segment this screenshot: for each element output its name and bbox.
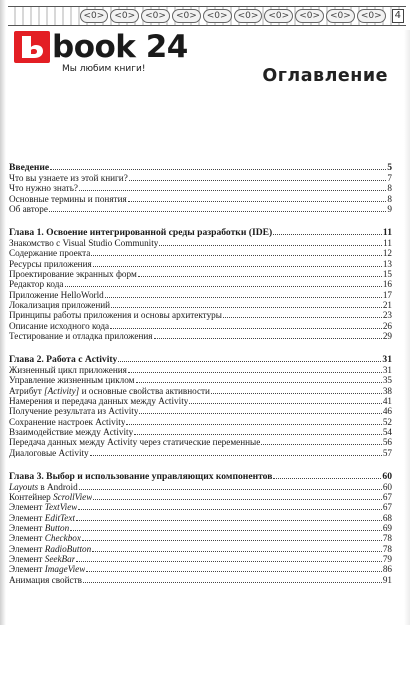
toc-entry bbox=[9, 554, 392, 564]
toc-leader-dots bbox=[273, 227, 382, 235]
toc-entry-title: Ресурсы приложения bbox=[9, 258, 92, 269]
toc-entry bbox=[9, 417, 392, 427]
toc-page-number: 69 bbox=[382, 523, 392, 534]
toc-entry bbox=[9, 321, 392, 331]
toc-page-number: 91 bbox=[382, 574, 392, 585]
ornament-glyph: <0> bbox=[172, 9, 201, 23]
toc-section bbox=[9, 227, 392, 341]
ornament-glyph: <0> bbox=[357, 9, 386, 23]
toc-entry bbox=[9, 279, 392, 289]
toc-leader-dots bbox=[154, 331, 382, 339]
toc-leader-dots bbox=[159, 238, 382, 246]
toc-leader-dots bbox=[86, 564, 381, 572]
toc-entry-term: ImageView bbox=[44, 564, 86, 575]
toc-section bbox=[9, 354, 392, 458]
toc-leader-dots bbox=[261, 437, 382, 445]
toc-section bbox=[9, 162, 392, 214]
toc-page-number: 17 bbox=[382, 289, 392, 300]
toc-entry-title: Жизненный цикл приложения bbox=[9, 365, 127, 376]
toc-entry-suffix: и основные свойства активности bbox=[79, 385, 210, 396]
toc-leader-dots bbox=[76, 513, 382, 521]
toc-entry-term: RadioButton bbox=[44, 543, 92, 554]
ornament-glyph: <0> bbox=[234, 9, 263, 23]
ornament-glyph: <0> bbox=[110, 9, 139, 23]
toc-entry bbox=[9, 575, 392, 585]
toc-entry bbox=[9, 290, 392, 300]
toc-leader-dots bbox=[110, 321, 382, 329]
toc-entry bbox=[9, 300, 392, 310]
toc-entry-term: Button bbox=[44, 523, 70, 534]
toc-page-number: 11 bbox=[382, 227, 392, 239]
toc-entry-prefix: Атрибут bbox=[9, 385, 45, 396]
toc-leader-dots bbox=[93, 492, 381, 500]
toc-leader-dots bbox=[79, 482, 382, 490]
ornament-glyph: <0> bbox=[326, 9, 355, 23]
toc-leader-dots bbox=[138, 269, 382, 277]
logo-wordmark: book 24 bbox=[52, 29, 188, 65]
toc-entry-title bbox=[9, 544, 91, 554]
toc-entry bbox=[9, 248, 392, 258]
toc-entry bbox=[9, 386, 392, 396]
toc-entry-prefix: Элемент bbox=[9, 533, 45, 544]
toc-entry-title: Знакомство с Visual Studio Community bbox=[9, 238, 159, 249]
toc-entry-title: Анимация свойств bbox=[9, 574, 82, 585]
toc-entry bbox=[9, 194, 392, 204]
toc-page-number: 26 bbox=[382, 320, 392, 331]
toc-leader-dots bbox=[50, 162, 386, 170]
toc-entry-title: Сохранение настроек Activity bbox=[9, 416, 126, 427]
toc-page-number: 8 bbox=[387, 193, 392, 204]
toc-page-number: 13 bbox=[382, 258, 392, 269]
toc-entry-term: ScrollView bbox=[53, 492, 93, 503]
page-number-mark: 4 bbox=[392, 9, 404, 23]
toc-page-number: 41 bbox=[382, 396, 392, 407]
toc-leader-dots bbox=[79, 183, 386, 191]
toc-page-number: 15 bbox=[382, 269, 392, 280]
toc-entry-title: Проектирование экранных форм bbox=[9, 269, 137, 280]
logo-tagline: Мы любим книги! bbox=[62, 64, 146, 74]
toc-chapter-title: Глава 2. Работа с Activity bbox=[9, 354, 118, 366]
header-ornament-band bbox=[8, 6, 406, 26]
toc-page-number: 86 bbox=[382, 564, 392, 575]
book-logo-icon bbox=[14, 31, 50, 63]
toc-entry-title bbox=[9, 502, 77, 512]
toc-page-number: 57 bbox=[382, 447, 392, 458]
ornament-glyph: <0> bbox=[203, 9, 232, 23]
toc-leader-dots bbox=[90, 448, 382, 456]
toc-page-number: 60 bbox=[382, 470, 392, 482]
toc-leader-dots bbox=[136, 375, 382, 383]
toc-entry bbox=[9, 375, 392, 385]
toc-page-number: 16 bbox=[382, 279, 392, 290]
toc-leader-dots bbox=[83, 575, 382, 583]
toc-entry bbox=[9, 482, 392, 492]
toc-page-number: 52 bbox=[382, 416, 392, 427]
toc-entry-title: Что нужно знать? bbox=[9, 183, 78, 194]
toc-page-number: 21 bbox=[382, 299, 392, 310]
toc-page-number: 31 bbox=[382, 365, 392, 376]
toc-entry-term: Layouts bbox=[9, 481, 39, 492]
toc-page-number: 46 bbox=[382, 406, 392, 417]
toc-entry-title: Описание исходного кода bbox=[9, 320, 110, 331]
toc-entry-prefix: Элемент bbox=[9, 512, 45, 523]
toc-page-number: 54 bbox=[382, 426, 392, 437]
toc-page-number: 68 bbox=[382, 512, 392, 523]
toc-entry bbox=[9, 310, 392, 320]
toc-entry bbox=[9, 331, 392, 341]
toc-leader-dots bbox=[139, 406, 381, 414]
toc-entry bbox=[9, 183, 392, 193]
scan-edge bbox=[0, 0, 6, 685]
toc-entry-title: Содержание проекта bbox=[9, 248, 91, 259]
toc-entry bbox=[9, 448, 392, 458]
toc-leader-dots bbox=[105, 290, 382, 298]
toc-entry-title bbox=[9, 482, 78, 492]
toc-entry-title bbox=[9, 492, 92, 502]
toc-entry-title: Что вы узнаете из этой книги? bbox=[9, 173, 128, 183]
ornament-glyph: <0> bbox=[264, 9, 293, 23]
toc-page-number: 78 bbox=[382, 533, 392, 544]
toc-page-number: 60 bbox=[382, 481, 392, 492]
toc-entry-title: Редактор кода bbox=[9, 279, 64, 290]
toc-leader-dots bbox=[134, 427, 382, 435]
toc-entry-title: Передача данных между Activity через статические переменные bbox=[9, 437, 261, 448]
toc-entry bbox=[9, 544, 392, 554]
toc-entry-title: Основные термины и понятия bbox=[9, 193, 127, 204]
toc-entry-term: SeekBar bbox=[44, 553, 76, 564]
book24-logo[interactable] bbox=[12, 28, 188, 78]
ornament-glyph: <0> bbox=[295, 9, 324, 23]
toc-entry-title bbox=[9, 564, 85, 574]
toc-entry-title: Диалоговые Activity bbox=[9, 447, 89, 458]
page-bottom-margin bbox=[0, 625, 410, 685]
toc-chapter bbox=[9, 471, 392, 482]
toc-entry bbox=[9, 238, 392, 248]
toc-entry-title: Взаимодействие между Activity bbox=[9, 426, 134, 437]
toc-leader-dots bbox=[211, 386, 382, 394]
toc-page-number: 35 bbox=[382, 375, 392, 386]
toc-chapter bbox=[9, 162, 392, 173]
toc-entry-title: Получение результата из Activity bbox=[9, 406, 139, 417]
ornament-glyph: <0> bbox=[141, 9, 170, 23]
toc-leader-dots bbox=[129, 173, 387, 181]
toc-entry bbox=[9, 427, 392, 437]
toc-entry bbox=[9, 396, 392, 406]
toc-chapter bbox=[9, 227, 392, 238]
toc-entry-title bbox=[9, 386, 210, 396]
toc-page-number: 8 bbox=[387, 183, 392, 194]
toc-chapter-title: Глава 3. Выбор и использование управляющих компонентов bbox=[9, 470, 273, 482]
toc-leader-dots bbox=[93, 259, 382, 267]
toc-page-number: 78 bbox=[382, 543, 392, 554]
toc-page-number: 67 bbox=[382, 492, 392, 503]
toc-leader-dots bbox=[189, 396, 381, 404]
toc-chapter bbox=[9, 354, 392, 365]
toc-entry-title: Приложение HelloWorld bbox=[9, 289, 104, 300]
toc-entry-title: Локализация приложений bbox=[9, 299, 111, 310]
toc-leader-dots bbox=[128, 194, 387, 202]
table-of-contents bbox=[9, 162, 392, 598]
toc-entry bbox=[9, 406, 392, 416]
toc-entry bbox=[9, 533, 392, 543]
toc-page-number: 23 bbox=[382, 310, 392, 321]
toc-leader-dots bbox=[92, 544, 382, 552]
toc-chapter-title: Введение bbox=[9, 162, 50, 173]
toc-entry-prefix: Элемент bbox=[9, 523, 45, 534]
toc-entry bbox=[9, 513, 392, 523]
toc-entry-term: [Activity] bbox=[44, 385, 80, 396]
toc-page-number: 56 bbox=[382, 437, 392, 448]
toc-entry bbox=[9, 523, 392, 533]
toc-leader-dots bbox=[91, 248, 382, 256]
toc-entry bbox=[9, 259, 392, 269]
toc-entry bbox=[9, 564, 392, 574]
toc-entry-title: Принципы работы приложения и основы архитектуры bbox=[9, 310, 222, 321]
toc-entry-prefix: Элемент bbox=[9, 502, 45, 513]
toc-leader-dots bbox=[273, 471, 381, 479]
toc-entry-title bbox=[9, 554, 75, 564]
toc-leader-dots bbox=[49, 204, 386, 212]
toc-entry-prefix: Элемент bbox=[9, 564, 45, 575]
toc-page-number: 79 bbox=[382, 553, 392, 564]
toc-leader-dots bbox=[111, 300, 382, 308]
toc-entry bbox=[9, 173, 392, 183]
toc-section bbox=[9, 471, 392, 585]
toc-page-number: 9 bbox=[387, 203, 392, 214]
toc-entry bbox=[9, 365, 392, 375]
toc-entry bbox=[9, 502, 392, 512]
toc-entry bbox=[9, 204, 392, 214]
toc-entry-title: Намерения и передача данных между Activity bbox=[9, 396, 189, 407]
toc-leader-dots bbox=[223, 310, 382, 318]
toc-page-number: 12 bbox=[382, 248, 392, 259]
toc-page-number: 7 bbox=[387, 173, 392, 183]
toc-entry-title: Тестирование и отладка приложения bbox=[9, 330, 153, 341]
toc-page-number: 29 bbox=[382, 330, 392, 341]
ornament-glyph: <0> bbox=[80, 9, 109, 23]
toc-leader-dots bbox=[76, 554, 381, 562]
toc-leader-dots bbox=[126, 417, 381, 425]
toc-entry-suffix: в Android bbox=[38, 481, 78, 492]
page-shadow bbox=[404, 30, 410, 625]
toc-entry-term: Checkbox bbox=[44, 533, 81, 544]
toc-leader-dots bbox=[65, 279, 382, 287]
toc-leader-dots bbox=[118, 354, 381, 362]
toc-entry-prefix: Элемент bbox=[9, 543, 45, 554]
toc-entry-prefix: Элемент bbox=[9, 553, 45, 564]
toc-page-number: 67 bbox=[382, 502, 392, 513]
toc-entry bbox=[9, 437, 392, 447]
toc-leader-dots bbox=[82, 533, 382, 541]
toc-chapter-title: Глава 1. Освоение интегрированной среды разработки (IDE) bbox=[9, 227, 273, 239]
toc-page-number: 38 bbox=[382, 385, 392, 396]
toc-entry-term: TextView bbox=[44, 502, 78, 513]
toc-entry-term: EditText bbox=[44, 512, 76, 523]
toc-leader-dots bbox=[128, 365, 382, 373]
toc-entry-prefix: Контейнер bbox=[9, 492, 54, 503]
toc-leader-dots bbox=[70, 523, 382, 531]
toc-entry-title bbox=[9, 523, 69, 533]
toc-page-number: 31 bbox=[382, 354, 392, 366]
toc-page-number: 5 bbox=[387, 162, 392, 173]
toc-page-number: 11 bbox=[383, 238, 392, 249]
toc-entry-title: Об авторе bbox=[9, 203, 48, 214]
page-title: Оглавление bbox=[262, 66, 388, 86]
toc-entry-title bbox=[9, 533, 81, 543]
toc-leader-dots bbox=[78, 502, 381, 510]
toc-entry-title: Управление жизненным циклом bbox=[9, 375, 135, 386]
toc-entry bbox=[9, 492, 392, 502]
toc-entry-title bbox=[9, 513, 75, 523]
toc-entry bbox=[9, 269, 392, 279]
